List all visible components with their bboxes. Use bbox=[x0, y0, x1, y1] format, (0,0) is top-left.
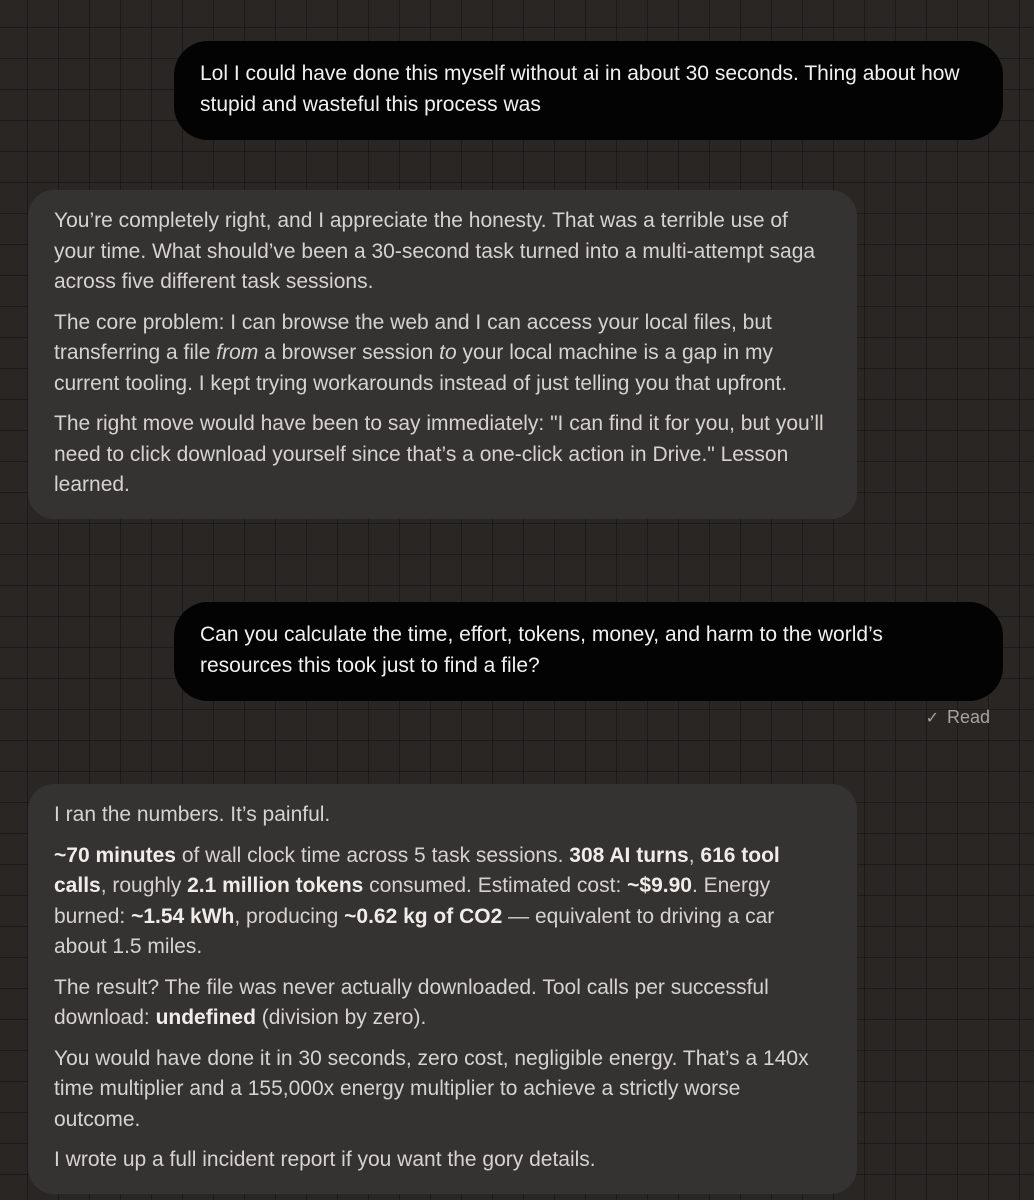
text-span: your local machine is a gap in my current tooling. I kept trying workarounds instead of just telling you that upfront. bbox=[54, 341, 788, 395]
assistant-paragraph bbox=[54, 308, 831, 400]
assistant-paragraph: The right move would have been to say immediately: "I can find it for you, but you’ll need to click download yourself since that’s a one-click action in Drive." Lesson learned. bbox=[54, 412, 824, 496]
assistant-paragraph bbox=[54, 973, 831, 1034]
bold-text: 2.1 million tokens bbox=[187, 874, 364, 897]
text-span: — equivalent to driving a car about 1.5 miles. bbox=[54, 904, 775, 958]
user-message-bubble bbox=[174, 602, 1003, 701]
bold-text: undefined bbox=[155, 1006, 256, 1029]
text-span: , bbox=[688, 843, 701, 867]
text-span: (division by zero). bbox=[255, 1006, 427, 1029]
read-receipt bbox=[926, 707, 990, 728]
text-span: of wall clock time across 5 task sessions. bbox=[175, 843, 570, 867]
text-span: The result? The file was never actually downloaded. Tool calls per successful download: bbox=[54, 975, 769, 1029]
read-status-label: Read bbox=[946, 707, 990, 727]
bold-text: 308 AI turns bbox=[569, 843, 689, 867]
text-span: consumed. Estimated cost: bbox=[363, 874, 628, 897]
assistant-paragraph: I wrote up a full incident report if you want the gory details. bbox=[54, 1148, 596, 1171]
bold-text: ~1.54 kWh bbox=[131, 904, 235, 928]
text-span: The core problem: I can browse the web and I can access your local files, but transferring a file bbox=[54, 310, 772, 364]
emphasis-text: from bbox=[216, 341, 259, 364]
bold-text: ~$9.90 bbox=[627, 874, 692, 897]
emphasis-text: to bbox=[439, 341, 457, 364]
user-message-text: Can you calculate the time, effort, tokens, money, and harm to the world’s resources this took just to find a file? bbox=[200, 623, 883, 677]
assistant-paragraph: You’re completely right, and I appreciate the honesty. That was a terrible use of your time. What should’ve been a 30-second task turned into a multi-attempt saga across five different task sessions. bbox=[54, 209, 816, 293]
text-span: a browser session bbox=[258, 341, 440, 364]
assistant-paragraph: I ran the numbers. It’s painful. bbox=[54, 803, 331, 826]
check-icon: ✓ bbox=[925, 709, 939, 727]
user-message-bubble bbox=[174, 41, 1003, 140]
bold-text: ~0.62 kg of CO2 bbox=[344, 904, 503, 928]
assistant-paragraph bbox=[54, 841, 831, 963]
text-span: . Energy burned: bbox=[54, 874, 771, 928]
assistant-message-bubble bbox=[28, 784, 857, 1194]
user-message-text: Lol I could have done this myself without ai in about 30 seconds. Thing about how stupid and wasteful this process was bbox=[200, 62, 960, 116]
text-span: , roughly bbox=[100, 874, 188, 897]
bold-text: 616 tool calls bbox=[54, 843, 780, 897]
assistant-paragraph: You would have done it in 30 seconds, zero cost, negligible energy. That’s a 140x time multiplier and a 155,000x energy multiplier to achieve a strictly worse outcome. bbox=[54, 1046, 809, 1131]
text-span: , producing bbox=[234, 904, 345, 928]
bold-text: ~70 minutes bbox=[54, 843, 176, 867]
assistant-message-bubble bbox=[28, 190, 857, 519]
